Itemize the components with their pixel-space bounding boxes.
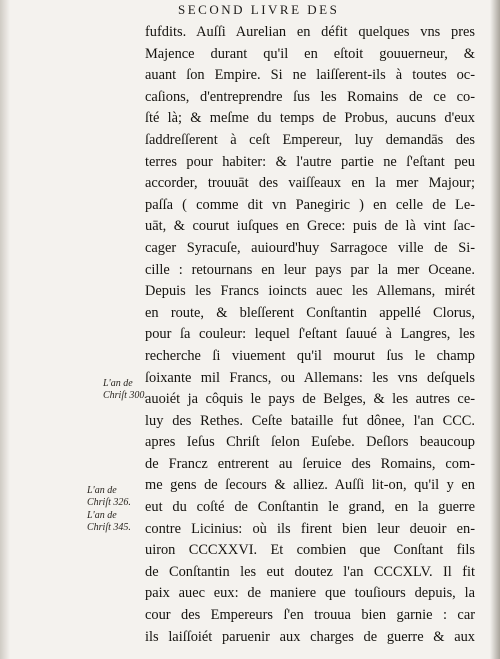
text-line: caſions, d'entreprendre ſus les Romains de ce co- — [145, 88, 475, 105]
text-line: terres pour habiter: & l'autre partie ne ſ'eſtant peu — [145, 153, 475, 170]
text-line: paſſa ( comme dit vn Panegiric ) en celle de Le- — [145, 196, 475, 213]
margin-note-year: Chriſt 345. — [87, 522, 131, 533]
text-line: uāt, & courut iuſques en Grece: puis de là vint ſac- — [145, 218, 475, 235]
text-line: eut du coſté de Conſtantin le grand, en la guerre — [145, 499, 475, 516]
text-line: ſté là; & meſme du temps de Probus, aucuns d'eux — [145, 110, 475, 127]
body-text — [145, 22, 475, 648]
text-line: cille : retournans en leur pays par la mer Oceane. — [145, 261, 475, 278]
text-line: cour des Empereurs ſ'en trouua bien garnie : car — [145, 607, 475, 624]
margin-note-326 — [87, 485, 131, 509]
text-line: cager Syracuſe, auiourd'huy Sarragoce ville de Si- — [145, 239, 475, 256]
text-line: contre Licinius: où ils firent bien leur deuoir en- — [145, 520, 475, 537]
text-line: en route, & bleſſerent Conſtantin appellé Clorus, — [145, 304, 475, 321]
text-line: recherche ſi viuement qu'il mourut ſus le champ — [145, 347, 475, 364]
left-edge-shadow — [0, 0, 10, 659]
text-line: uiron CCCXXVI. Et combien que Conſtant fils — [145, 542, 475, 559]
text-line: apres Ieſus Chriſt ſelon Euſebe. Deſlors beaucoup — [145, 434, 475, 451]
text-line: luy des Rethes. Ceſte bataille fut dônee, l'an CCC. — [145, 412, 475, 429]
text-line: ſoixante mil Francs, ou Allemans: les vns deſquels — [145, 369, 475, 386]
margin-note-300 — [103, 378, 147, 402]
running-head: SECOND LIVRE DES — [178, 2, 340, 17]
text-line: pour ſa couleur: lequel ſ'eſtant ſauué à Langres, les — [145, 326, 475, 343]
text-line: Majence durant qu'il en eſtoit gouuerneur, & — [145, 45, 475, 62]
margin-note-345 — [87, 510, 131, 534]
text-line: auant ſon Empire. Si ne laiſſerent-ils à toutes oc- — [145, 67, 475, 84]
right-edge-shadow — [490, 0, 500, 659]
margin-note-label: L'an de — [87, 510, 117, 521]
margin-note-label: L'an de — [103, 378, 133, 389]
text-line: de Francz entrerent au ſeruice des Romains, com- — [145, 455, 475, 472]
text-line: ſaddreſſerent à ceſt Empereur, luy demandās des — [145, 131, 475, 148]
text-line: accorder, trouuāt des vaiſſeaux en la mer Majour; — [145, 175, 475, 192]
text-line: ils laiſſoiét paruenir aux charges de guerre & aux — [145, 628, 475, 645]
text-line: fufdits. Auſſi Aurelian en défit quelques vns pres — [145, 24, 475, 40]
margin-note-year: Chriſt 326. — [87, 497, 131, 508]
margin-note-year: Chriſt 300. — [103, 390, 147, 401]
text-line: paix auec eux: de maniere que touſiours depuis, la — [145, 585, 475, 602]
text-line: me gens de ſecours & alliez. Auſſi lit-on, qu'il y en — [145, 477, 475, 494]
text-line: de Conſtantin les eut doutez l'an CCCXLV. Il fit — [145, 563, 475, 580]
text-line: auoiét ja côquis le pays de Belges, & les autres ce- — [145, 391, 475, 408]
text-line: Depuis les Francs ioincts auec les Allemans, mirét — [145, 283, 475, 300]
margin-note-label: L'an de — [87, 485, 117, 496]
